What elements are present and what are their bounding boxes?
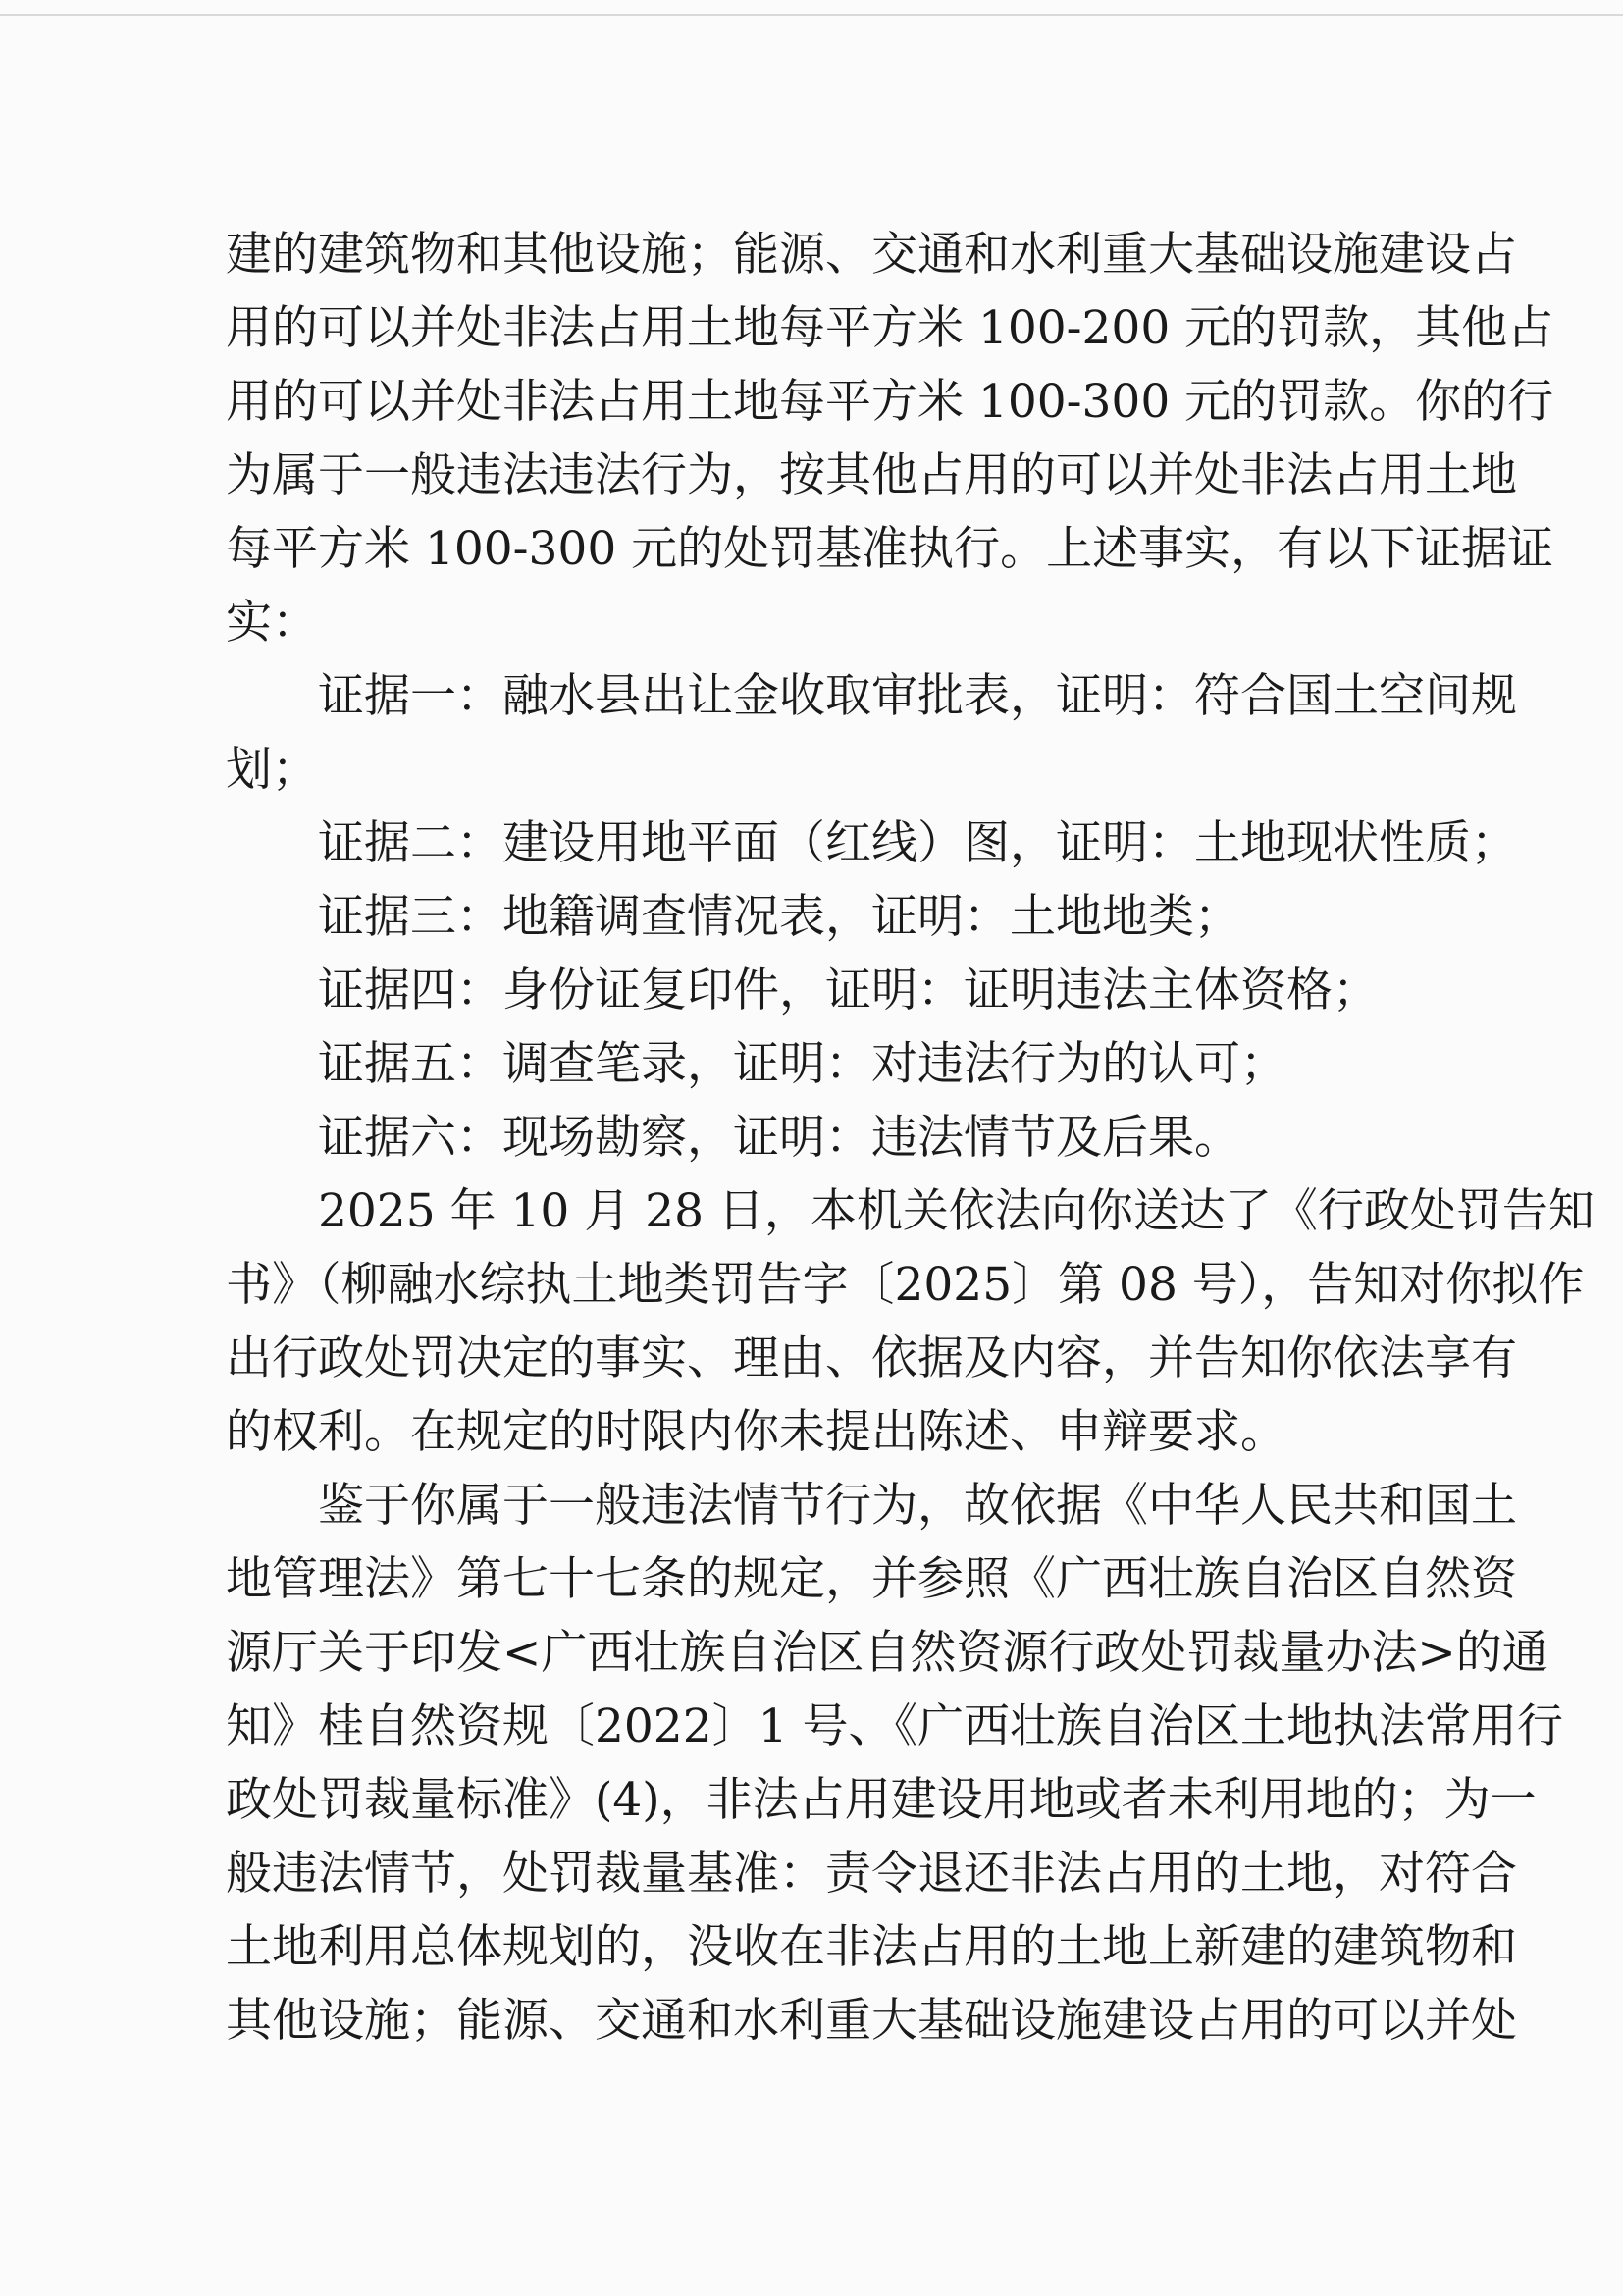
body-line: 2025 年 10 月 28 日，本机关依法向你送达了《行政处罚告知 bbox=[318, 1184, 1595, 1238]
body-line: 用的可以并处非法占用土地每平方米 100-200 元的罚款，其他占 bbox=[226, 301, 1554, 355]
body-line: 的权利。在规定的时限内你未提出陈述、申辩要求。 bbox=[226, 1405, 1286, 1459]
body-line: 源厅关于印发<广西壮族自治区自然资源行政处罚裁量办法>的通 bbox=[226, 1626, 1548, 1680]
body-line: 为属于一般违法违法行为，按其他占用的可以并处非法占用土地 bbox=[226, 448, 1517, 502]
evidence-line: 证据四：身份证复印件，证明：证明违法主体资格； bbox=[318, 964, 1379, 1018]
body-line: 出行政处罚决定的事实、理由、依据及内容，并告知你依法享有 bbox=[226, 1331, 1517, 1385]
body-line: 其他设施；能源、交通和水利重大基础设施建设占用的可以并处 bbox=[226, 1994, 1517, 2048]
body-line: 鉴于你属于一般违法情节行为，故依据《中华人民共和国土 bbox=[318, 1479, 1517, 1533]
body-line: 政处罚裁量标准》(4)，非法占用建设用地或者未利用地的；为一 bbox=[226, 1773, 1537, 1827]
evidence-line: 证据二：建设用地平面（红线）图，证明：土地现状性质； bbox=[318, 816, 1517, 870]
body-line: 建的建筑物和其他设施；能源、交通和水利重大基础设施建设占 bbox=[226, 228, 1517, 282]
body-line: 知》桂自然资规〔2022〕1 号、《广西壮族自治区土地执法常用行 bbox=[226, 1699, 1563, 1753]
body-line: 每平方米 100-300 元的处罚基准执行。上述事实，有以下证据证 bbox=[226, 522, 1554, 576]
body-line: 书》（柳融水综执土地类罚告字〔2025〕第 08 号），告知对你拟作 bbox=[226, 1258, 1585, 1312]
body-line: 地管理法》第七十七条的规定，并参照《广西壮族自治区自然资 bbox=[226, 1552, 1517, 1606]
evidence-line: 划； bbox=[226, 743, 318, 797]
body-line: 土地利用总体规划的，没收在非法占用的土地上新建的建筑物和 bbox=[226, 1920, 1517, 1974]
body-line: 般违法情节，处罚裁量基准：责令退还非法占用的土地，对符合 bbox=[226, 1847, 1517, 1901]
body-line: 用的可以并处非法占用土地每平方米 100-300 元的罚款。你的行 bbox=[226, 375, 1554, 429]
evidence-line: 证据一：融水县出让金收取审批表，证明：符合国土空间规 bbox=[318, 669, 1517, 723]
body-line: 实： bbox=[226, 596, 318, 650]
document-body bbox=[226, 218, 1595, 2058]
evidence-line: 证据三：地籍调查情况表，证明：土地地类； bbox=[318, 890, 1240, 944]
scan-edge-line bbox=[0, 14, 1623, 16]
evidence-line: 证据六：现场勘察，证明：违法情节及后果。 bbox=[318, 1111, 1240, 1165]
evidence-line: 证据五：调查笔录，证明：对违法行为的认可； bbox=[318, 1037, 1286, 1091]
